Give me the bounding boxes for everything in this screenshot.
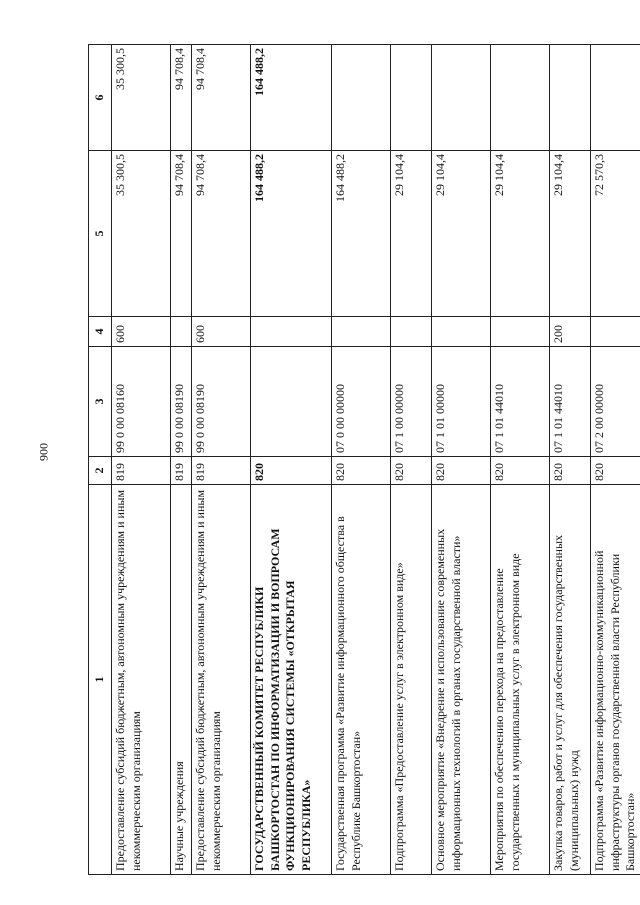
row-code: 820 <box>251 457 332 485</box>
row-csr <box>251 347 332 457</box>
row-vr <box>591 317 640 347</box>
row-name: Закупка товаров, работ и услуг для обеспечения государственных (муниципальных) нужд <box>550 485 591 875</box>
row-vr <box>332 317 391 347</box>
row-csr: 07 1 00 00000 <box>391 347 432 457</box>
row-sum-5: 164 488,2 <box>332 151 391 317</box>
row-name: ГОСУДАРСТВЕННЫЙ КОМИТЕТ РЕСПУБЛИКИ БАШКОРТОСТАН ПО ИНФОРМАТИЗАЦИИ И ВОПРОСАМ ФУНКЦИОНИРОВАНИЯ СИСТЕМЫ «ОТКРЫТАЯ РЕСПУБЛИКА» <box>251 485 332 875</box>
row-sum-6 <box>550 45 591 151</box>
row-sum-6 <box>332 45 391 151</box>
row-sum-6: 35 300,5 <box>112 45 171 151</box>
row-vr <box>391 317 432 347</box>
row-sum-5: 72 570,3 <box>591 151 640 317</box>
row-csr: 99 0 00 08160 <box>112 347 171 457</box>
row-vr: 200 <box>550 317 591 347</box>
row-sum-5: 29 104,4 <box>391 151 432 317</box>
header-cell-6: 6 <box>89 45 112 151</box>
row-csr: 07 1 01 44010 <box>550 347 591 457</box>
row-code: 819 <box>171 457 192 485</box>
row-code: 820 <box>432 457 491 485</box>
row-vr <box>171 317 192 347</box>
row-sum-5: 94 708,4 <box>171 151 192 317</box>
row-code: 820 <box>332 457 391 485</box>
table-row <box>332 45 391 875</box>
row-name: Мероприятия по обеспечению перехода на предоставление государственных и муниципальных услуг в электронном виде <box>491 485 550 875</box>
row-sum-5: 29 104,4 <box>432 151 491 317</box>
row-code: 820 <box>391 457 432 485</box>
table-row <box>112 45 171 875</box>
row-name: Основное мероприятие «Внедрение и использование современных информационных технологий в органах государственной власти» <box>432 485 491 875</box>
row-sum-5: 164 488,2 <box>251 151 332 317</box>
header-cell-1: 1 <box>89 485 112 875</box>
row-code: 820 <box>550 457 591 485</box>
row-vr: 600 <box>192 317 251 347</box>
header-cell-2: 2 <box>89 457 112 485</box>
table-row <box>192 45 251 875</box>
table-row <box>391 45 432 875</box>
row-csr: 07 1 01 00000 <box>432 347 491 457</box>
header-cell-4: 4 <box>89 317 112 347</box>
table-row <box>591 45 640 875</box>
row-name: Предоставление субсидий бюджетным, автономным учреждениям и иным некоммерческим организациям <box>192 485 251 875</box>
table-row <box>432 45 491 875</box>
row-sum-6 <box>432 45 491 151</box>
row-csr: 07 1 01 44010 <box>491 347 550 457</box>
table-row <box>251 45 332 875</box>
row-sum-6: 94 708,4 <box>192 45 251 151</box>
row-sum-6 <box>491 45 550 151</box>
rotated-table-container <box>88 45 638 875</box>
row-sum-5: 29 104,4 <box>491 151 550 317</box>
row-vr <box>491 317 550 347</box>
row-sum-5: 29 104,4 <box>550 151 591 317</box>
row-code: 820 <box>491 457 550 485</box>
row-code: 820 <box>591 457 640 485</box>
row-sum-6 <box>591 45 640 151</box>
row-name: Научные учреждения <box>171 485 192 875</box>
row-csr: 99 0 00 08190 <box>192 347 251 457</box>
row-sum-5: 35 300,5 <box>112 151 171 317</box>
row-sum-6: 164 488,2 <box>251 45 332 151</box>
header-cell-5: 5 <box>89 151 112 317</box>
row-sum-6: 94 708,4 <box>171 45 192 151</box>
row-name: Подпрограмма «Предоставление услуг в электронном виде» <box>391 485 432 875</box>
header-row <box>89 45 112 875</box>
row-vr <box>432 317 491 347</box>
budget-table <box>88 44 640 875</box>
row-csr: 07 0 00 00000 <box>332 347 391 457</box>
header-cell-3: 3 <box>89 347 112 457</box>
row-name: Подпрограмма «Развитие информационно-коммуникационной инфраструктуры органов государственной власти Республики Башкортостан» <box>591 485 640 875</box>
table-row <box>491 45 550 875</box>
row-code: 819 <box>112 457 171 485</box>
row-name: Государственная программа «Развитие информационного общества в Республике Башкортостан» <box>332 485 391 875</box>
row-code: 819 <box>192 457 251 485</box>
row-vr <box>251 317 332 347</box>
row-sum-5: 94 708,4 <box>192 151 251 317</box>
row-vr: 600 <box>112 317 171 347</box>
table-row <box>171 45 192 875</box>
row-name: Предоставление субсидий бюджетным, автономным учреждениям и иным некоммерческим организациям <box>112 485 171 875</box>
table-row <box>550 45 591 875</box>
row-csr: 07 2 00 00000 <box>591 347 640 457</box>
page-number: 900 <box>36 443 51 461</box>
row-sum-6 <box>391 45 432 151</box>
row-csr: 99 0 00 08190 <box>171 347 192 457</box>
